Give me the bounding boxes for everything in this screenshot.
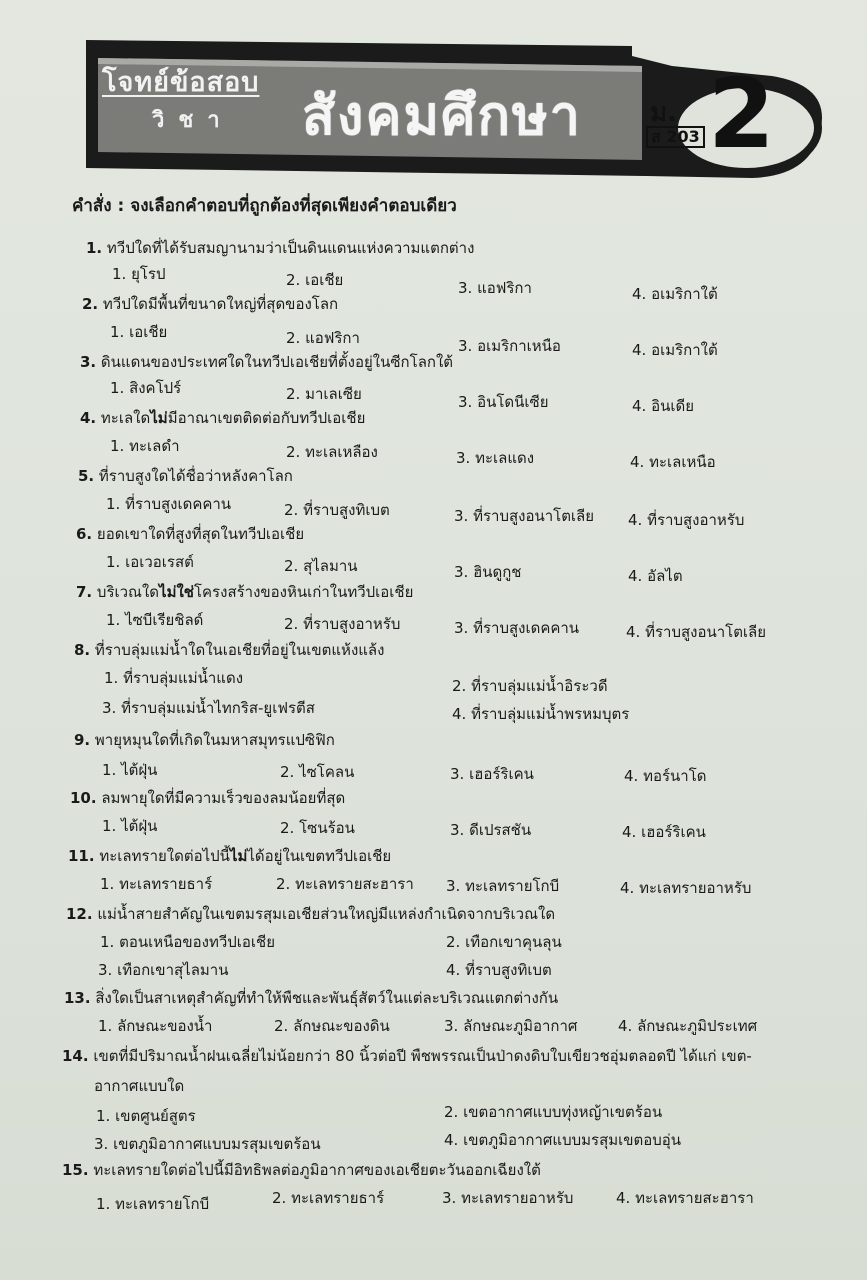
series-title: โจทย์ข้อสอบ <box>102 67 260 98</box>
question-number: 15. <box>62 1161 89 1179</box>
q5-option-3: 3. ที่ราบสูงอนาโตเลีย <box>454 507 595 525</box>
question-text: แม่น้ำสายสำคัญในเขตมรสุมเอเชียส่วนใหญ่มีแหล่งกำเนิดจากบริเวณใด <box>97 905 556 923</box>
q11-option-4: 4. ทะเลทรายอาหรับ <box>620 879 752 897</box>
q8-option-2: 2. ที่ราบลุ่มแม่น้ำอิระวดี <box>452 677 608 695</box>
question-text: ที่ราบสูงใดได้ชื่อว่าหลังคาโลก <box>98 467 293 485</box>
q10-option-4: 4. เฮอร์ริเคน <box>622 823 706 841</box>
question-4 <box>80 406 365 430</box>
question-3 <box>80 350 453 374</box>
q11-option-3: 3. ทะเลทรายโกบี <box>446 877 560 895</box>
question-number: 12. <box>66 905 93 923</box>
question-9 <box>74 728 335 752</box>
question-text: ทะเลทรายใดต่อไปนี้มีอิทธิพลต่อภูมิอากาศของเอเชียตะวันออกเฉียงใต้ <box>93 1161 541 1179</box>
question-number: 8. <box>74 641 91 659</box>
q8-option-1: 1. ที่ราบลุ่มแม่น้ำแดง <box>104 669 244 687</box>
q7-option-2: 2. ที่ราบสูงอาหรับ <box>284 615 401 633</box>
q6-option-4: 4. อัลไต <box>628 567 683 585</box>
q7-option-1: 1. ไซบีเรียชิลด์ <box>106 611 204 629</box>
q15-option-1: 1. ทะเลทรายโกบี <box>96 1195 210 1213</box>
q13-option-2: 2. ลักษณะของดิน <box>274 1017 390 1035</box>
q5-option-4: 4. ที่ราบสูงอาหรับ <box>628 511 745 529</box>
q2-option-3: 3. อเมริกาเหนือ <box>458 337 561 355</box>
question-text: ลมพายุใดที่มีความเร็วของลมน้อยที่สุด <box>101 789 346 807</box>
q6-option-3: 3. ฮินดูกูช <box>454 563 522 581</box>
q15-option-3: 3. ทะเลทรายอาหรับ <box>442 1189 574 1207</box>
q13-option-1: 1. ลักษณะของน้ำ <box>98 1017 213 1035</box>
header-banner <box>72 36 832 186</box>
question-number: 1. <box>86 239 103 257</box>
q4-option-2: 2. ทะเลเหลือง <box>286 443 378 461</box>
q12-option-2: 2. เทือกเขาคุนลุน <box>446 933 562 951</box>
question-text-end: โครงสร้างของหินเก่าในทวีปเอเชีย <box>193 583 414 601</box>
question-text-emphasis: ไม่ใช่ <box>159 583 194 601</box>
question-1 <box>86 236 474 260</box>
question-number: 9. <box>74 731 91 749</box>
q14-option-3: 3. เขตภูมิอากาศแบบมรสุมเขตร้อน <box>94 1135 321 1153</box>
q14-option-1: 1. เขตศูนย์สูตร <box>96 1107 196 1125</box>
q15-option-2: 2. ทะเลทรายธาร์ <box>272 1189 385 1207</box>
course-code: ส 203 <box>646 126 705 148</box>
q12-option-1: 1. ตอนเหนือของทวีปเอเชีย <box>100 933 276 951</box>
q13-option-4: 4. ลักษณะภูมิประเทศ <box>618 1017 758 1035</box>
q9-option-3: 3. เฮอร์ริเคน <box>450 765 534 783</box>
question-number: 10. <box>70 789 97 807</box>
q4-option-3: 3. ทะเลแดง <box>456 449 535 467</box>
question-number: 2. <box>82 295 99 313</box>
q11-option-2: 2. ทะเลทรายสะฮารา <box>276 875 414 893</box>
q1-option-2: 2. เอเชีย <box>286 271 344 289</box>
q3-option-2: 2. มาเลเซีย <box>286 385 362 403</box>
q3-option-1: 1. สิงคโปร์ <box>110 379 182 397</box>
question-text: ทวีปใดมีพื้นที่ขนาดใหญ่ที่สุดของโลก <box>102 295 339 313</box>
question-11 <box>68 844 391 868</box>
subject-name: สังคมศึกษา <box>302 84 582 147</box>
q8-option-3: 3. ที่ราบลุ่มแม่น้ำไทกริส-ยูเฟรตีส <box>102 699 315 717</box>
q14-option-4: 4. เขตภูมิอากาศแบบมรสุมเขตอบอุ่น <box>444 1131 682 1149</box>
question-2 <box>82 292 338 316</box>
question-text-emphasis: ไม่ <box>150 409 168 427</box>
q3-option-3: 3. อินโดนีเซีย <box>458 393 549 411</box>
question-text: ที่ราบลุ่มแม่น้ำใดในเอเชียที่อยู่ในเขตแห้งแล้ง <box>94 641 385 659</box>
question-text-start: บริเวณใด <box>96 583 160 601</box>
q7-option-4: 4. ที่ราบสูงอนาโตเลีย <box>626 623 767 641</box>
q5-option-1: 1. ที่ราบสูงเดคคาน <box>106 495 232 513</box>
question-text: ยอดเขาใดที่สูงที่สุดในทวีปเอเชีย <box>96 525 305 543</box>
question-text-start: ทะเลทรายใดต่อไปนี้ <box>99 847 230 865</box>
question-5 <box>78 464 293 488</box>
q13-option-3: 3. ลักษณะภูมิอากาศ <box>444 1017 578 1035</box>
question-number: 7. <box>76 583 93 601</box>
grade-prefix: ม. <box>650 98 678 128</box>
question-text: ทวีปใดที่ได้รับสมญานามว่าเป็นดินแดนแห่งความแตกต่าง <box>106 239 475 257</box>
question-text-end: มีอาณาเขตติดต่อกับทวีปเอเชีย <box>167 409 366 427</box>
instruction: คำสั่ง : จงเลือกคำตอบที่ถูกต้องที่สุดเพียงคำตอบเดียว <box>72 196 457 216</box>
question-12 <box>66 902 555 926</box>
q2-option-1: 1. เอเชีย <box>110 323 168 341</box>
question-text-start: ทะเลใด <box>100 409 151 427</box>
question-number: 3. <box>80 353 97 371</box>
question-text: สิ่งใดเป็นสาเหตุสำคัญที่ทำให้พืชและพันธุ์สัตว์ในแต่ละบริเวณแตกต่างกัน <box>95 989 559 1007</box>
q4-option-1: 1. ทะเลดำ <box>110 437 180 455</box>
q14-option-2: 2. เขตอากาศแบบทุ่งหญ้าเขตร้อน <box>444 1103 663 1121</box>
q9-option-2: 2. ไซโคลน <box>280 763 355 781</box>
subject-label: วิชา <box>152 108 234 133</box>
q9-option-4: 4. ทอร์นาโด <box>624 767 707 785</box>
q8-option-4: 4. ที่ราบลุ่มแม่น้ำพรหมบุตร <box>452 705 630 723</box>
q1-option-1: 1. ยุโรป <box>112 265 166 283</box>
question-text: เขตที่มีปริมาณน้ำฝนเฉลี่ยไม่น้อยกว่า 80 นิ้วต่อปี พืชพรรณเป็นป่าดงดิบใบเขียวชอุ่มตลอดปี ได้แก่ เขต- <box>93 1047 752 1065</box>
question-text: พายุหมุนใดที่เกิดในมหาสมุทรแปซิฟิก <box>94 731 335 749</box>
q2-option-4: 4. อเมริกาใต้ <box>632 341 718 359</box>
question-text-end: ได้อยู่ในเขตทวีปเอเชีย <box>247 847 392 865</box>
question-number: 11. <box>68 847 95 865</box>
question-6 <box>76 522 304 546</box>
q9-option-1: 1. ไต้ฝุ่น <box>102 761 158 779</box>
question-number: 4. <box>80 409 97 427</box>
question-15 <box>62 1158 541 1182</box>
q10-option-3: 3. ดีเปรสชัน <box>450 821 532 839</box>
question-text: ดินแดนของประเทศใดในทวีปเอเชียที่ตั้งอยู่ในซีกโลกใต้ <box>100 353 454 371</box>
question-14-line-2: อากาศแบบใด <box>94 1077 185 1095</box>
question-13 <box>64 986 558 1010</box>
q12-option-4: 4. ที่ราบสูงทิเบต <box>446 961 552 979</box>
q11-option-1: 1. ทะเลทรายธาร์ <box>100 875 213 893</box>
q10-option-2: 2. โซนร้อน <box>280 819 355 837</box>
question-text-emphasis: ไม่ <box>229 847 248 865</box>
q5-option-2: 2. ที่ราบสูงทิเบต <box>284 501 390 519</box>
q7-option-3: 3. ที่ราบสูงเดคคาน <box>454 619 580 637</box>
q12-option-3: 3. เทือกเขาสุไลมาน <box>98 961 229 979</box>
q4-option-4: 4. ทะเลเหนือ <box>630 453 716 471</box>
q15-option-4: 4. ทะเลทรายสะฮารา <box>616 1189 754 1207</box>
question-7 <box>76 580 413 604</box>
q6-option-1: 1. เอเวอเรสต์ <box>106 553 194 571</box>
q2-option-2: 2. แอฟริกา <box>286 329 360 347</box>
q1-option-3: 3. แอฟริกา <box>458 279 532 297</box>
question-14 <box>62 1044 752 1068</box>
q10-option-1: 1. ไต้ฝุ่น <box>102 817 158 835</box>
question-number: 6. <box>76 525 93 543</box>
q3-option-4: 4. อินเดีย <box>632 397 694 415</box>
question-number: 5. <box>78 467 95 485</box>
grade-number: 2 <box>708 58 775 170</box>
q6-option-2: 2. สุไลมาน <box>284 557 358 575</box>
q1-option-4: 4. อเมริกาใต้ <box>632 285 718 303</box>
question-10 <box>70 786 345 810</box>
question-8 <box>74 638 384 662</box>
question-number: 14. <box>62 1047 89 1065</box>
question-number: 13. <box>64 989 91 1007</box>
